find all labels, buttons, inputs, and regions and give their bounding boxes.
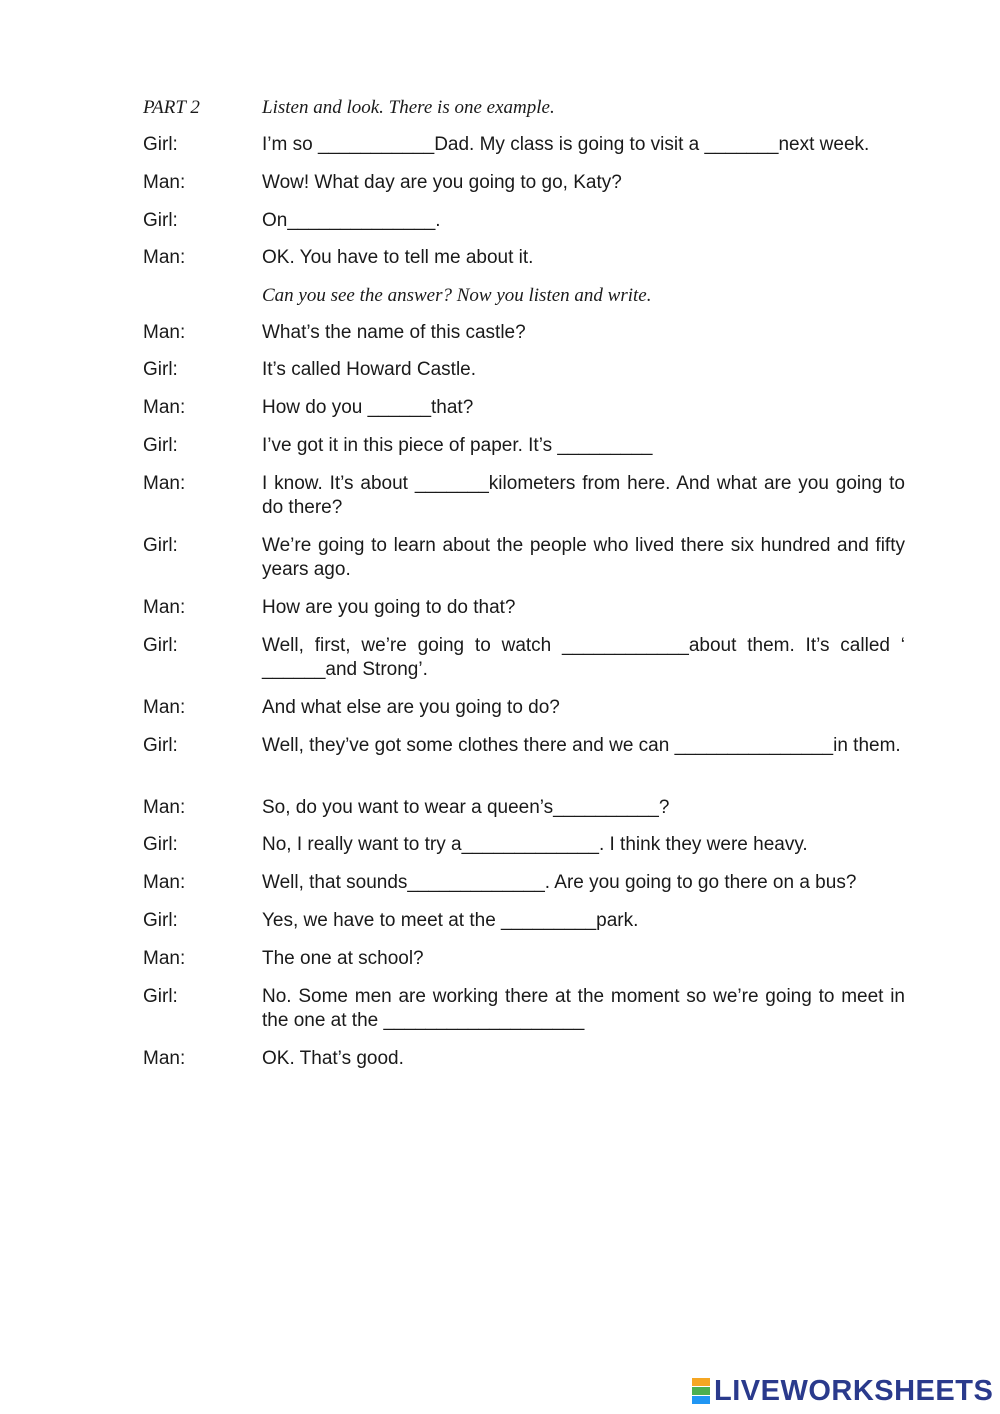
speaker-label: Man: xyxy=(143,697,186,718)
line-text: I’m so ___________Dad. My class is going to visit a _______next week. xyxy=(262,134,870,155)
liveworksheets-logo-icon xyxy=(692,1378,710,1404)
line-text: OK. You have to tell me about it. xyxy=(262,247,534,268)
part-instruction: Listen and look. There is one example. xyxy=(262,97,555,118)
line-text: OK. That’s good. xyxy=(262,1048,404,1069)
speaker-label: Man: xyxy=(143,948,186,969)
line-text: Yes, we have to meet at the _________park. xyxy=(262,910,639,931)
speaker-label: Man: xyxy=(143,797,186,818)
line-text: I’ve got it in this piece of paper. It’s _________ xyxy=(262,435,653,456)
speaker-label: Girl: xyxy=(143,210,178,231)
speaker-label: Man: xyxy=(143,1048,186,1069)
line-text: We’re going to learn about the people who lived there six hundred and fifty years ago. xyxy=(262,535,905,580)
speaker-label: Man: xyxy=(143,473,186,494)
speaker-label: Man: xyxy=(143,872,186,893)
speaker-label: Girl: xyxy=(143,359,178,380)
speaker-label: Girl: xyxy=(143,834,178,855)
logo-block-icon xyxy=(692,1378,710,1386)
line-text: How are you going to do that? xyxy=(262,597,516,618)
speaker-label: Man: xyxy=(143,597,186,618)
speaker-label: Girl: xyxy=(143,435,178,456)
speaker-label: Man: xyxy=(143,397,186,418)
line-text: And what else are you going to do? xyxy=(262,697,560,718)
line-text: Wow! What day are you going to go, Katy? xyxy=(262,172,622,193)
brand-name: LIVEWORKSHEETS xyxy=(714,1374,994,1407)
line-text: How do you ______that? xyxy=(262,397,474,418)
speaker-label: Girl: xyxy=(143,910,178,931)
speaker-label: Man: xyxy=(143,172,186,193)
line-text: On______________. xyxy=(262,210,441,231)
part-label: PART 2 xyxy=(143,97,200,118)
line-text: Well, first, we’re going to watch ____________about them. It’s called ‘ ______and Strong’. xyxy=(262,635,905,680)
logo-block-icon xyxy=(692,1387,710,1395)
line-text: No. Some men are working there at the moment so we’re going to meet in the one at the ___________________ xyxy=(262,986,905,1031)
speaker-label: Man: xyxy=(143,322,186,343)
speaker-label: Girl: xyxy=(143,134,178,155)
line-text: So, do you want to wear a queen’s__________? xyxy=(262,797,670,818)
line-text: Well, they’ve got some clothes there and we can _______________in them. xyxy=(262,735,901,756)
speaker-label: Girl: xyxy=(143,735,178,756)
sub-instruction: Can you see the answer? Now you listen and write. xyxy=(262,285,652,306)
speaker-label: Girl: xyxy=(143,986,178,1007)
liveworksheets-logo xyxy=(692,1374,993,1408)
speaker-label: Girl: xyxy=(143,635,178,656)
speaker-label: Man: xyxy=(143,247,186,268)
line-text: What’s the name of this castle? xyxy=(262,322,526,343)
line-text: The one at school? xyxy=(262,948,424,969)
line-text: Well, that sounds_____________. Are you going to go there on a bus? xyxy=(262,872,857,893)
line-text: I know. It’s about _______kilometers from here. And what are you going to do there? xyxy=(262,473,905,518)
logo-block-icon xyxy=(692,1396,710,1404)
speaker-label: Girl: xyxy=(143,535,178,556)
line-text: No, I really want to try a_____________. I think they were heavy. xyxy=(262,834,808,855)
line-text: It’s called Howard Castle. xyxy=(262,359,477,380)
